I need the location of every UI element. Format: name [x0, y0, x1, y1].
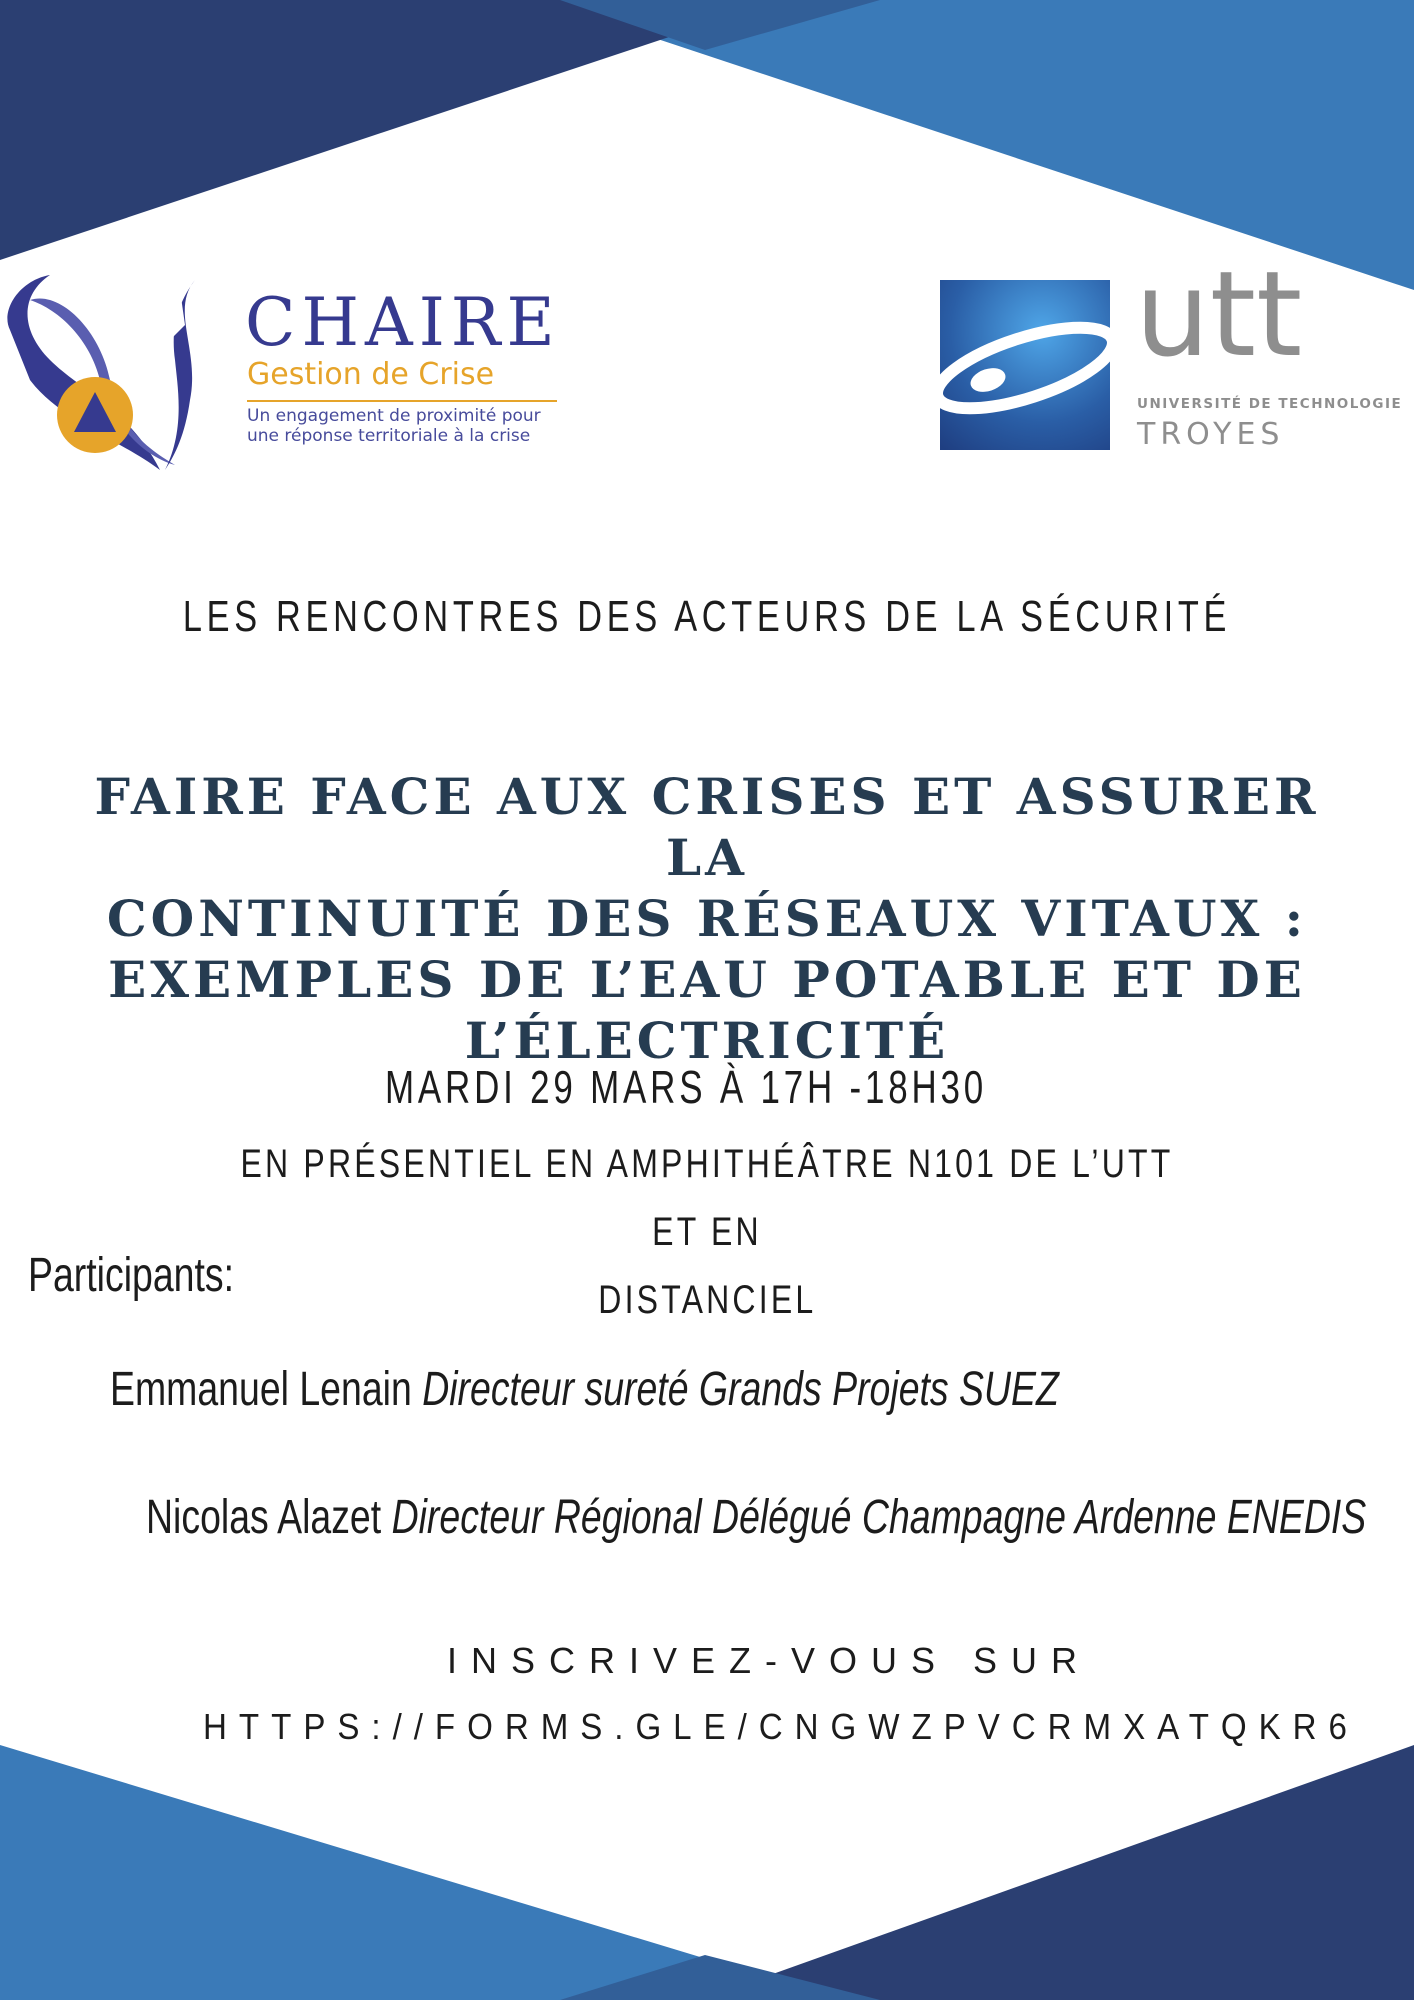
- participant-role: Directeur Régional Délégué Champagne Ardenne ENEDIS: [391, 1491, 1367, 1544]
- utt-wordmark: utt: [1135, 245, 1303, 383]
- bottom-blue-band: [0, 1745, 710, 2000]
- chaire-tagline-line1: Un engagement de proximité pour: [247, 406, 541, 426]
- event-date: MARDI 29 MARS À 17H -18H30: [384, 1061, 988, 1113]
- registration-url[interactable]: HTTPS://FORMS.GLE/CNGWZPVCRMXATQKR6: [203, 1706, 1359, 1747]
- event-title-line: CONTINUITÉ DES RÉSEAUX VITAUX :: [106, 889, 1308, 948]
- event-title: [50, 766, 1364, 1071]
- top-navy-band: [0, 0, 780, 260]
- participant-name: Emmanuel Lenain: [110, 1363, 412, 1416]
- event-location-line1: EN PRÉSENTIEL EN AMPHITHÉÂTRE N101 DE L’UTT ET EN: [240, 1142, 1174, 1254]
- participants-heading: Participants:: [28, 1249, 235, 1302]
- registration-label: INSCRIVEZ-VOUS SUR: [446, 1640, 1092, 1681]
- chaire-subtitle: Gestion de Crise: [247, 357, 495, 392]
- chaire-tagline-line2: une réponse territoriale à la crise: [247, 426, 531, 446]
- chaire-divider: [247, 400, 557, 402]
- participant-name: Nicolas Alazet: [146, 1491, 382, 1544]
- event-title-line: L’ÉLECTRICITÉ: [464, 1011, 950, 1070]
- utt-city-label: TROYES: [1137, 417, 1285, 452]
- event-title-line: FAIRE FACE AUX CRISES ET ASSURER LA: [94, 767, 1320, 887]
- utt-emblem-icon: [940, 280, 1110, 450]
- chaire-emblem-icon: [0, 270, 210, 480]
- event-location: [120, 1130, 1294, 1334]
- participant-role: Directeur sureté Grands Projets SUEZ: [422, 1363, 1059, 1416]
- participant-item: [110, 1362, 1059, 1417]
- bottom-navy-band: [700, 1745, 1414, 2000]
- participant-item: [146, 1490, 1366, 1545]
- utt-university-label: UNIVERSITÉ DE TECHNOLOGIE: [1137, 396, 1403, 412]
- event-location-line2: DISTANCIEL: [597, 1278, 817, 1322]
- chaire-title: CHAIRE: [245, 284, 561, 361]
- event-title-line: EXEMPLES DE L’EAU POTABLE ET DE: [108, 950, 1306, 1009]
- utt-logo: [940, 245, 1414, 455]
- chaire-logo: [0, 270, 570, 480]
- event-series: LES RENCONTRES DES ACTEURS DE LA SÉCURITÉ: [182, 592, 1232, 641]
